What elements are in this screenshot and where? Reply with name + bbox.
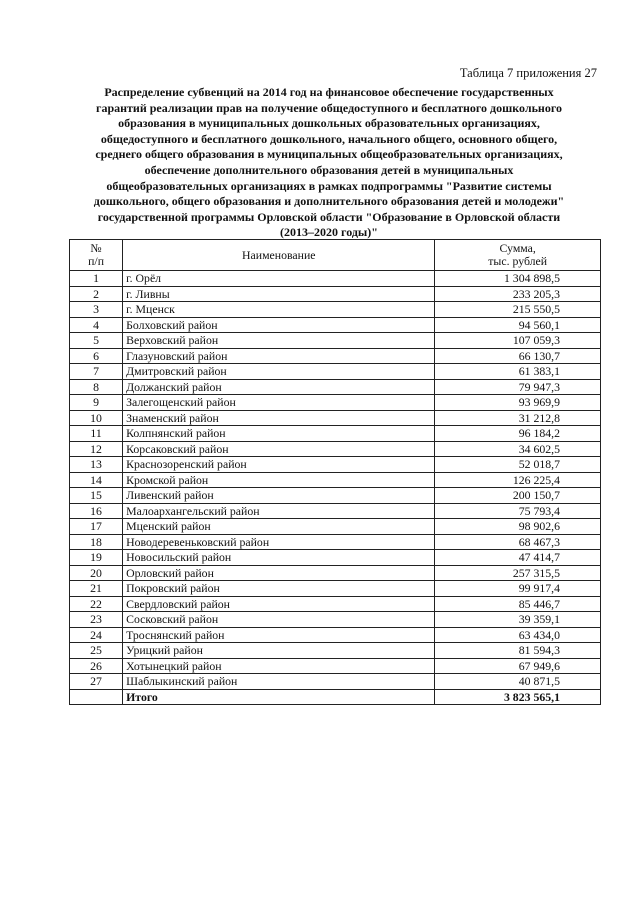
row-number: 20 (70, 565, 123, 581)
row-sum: 40 871,5 (435, 674, 601, 690)
title-line: образования в муниципальных дошкольных образовательных организациях, (118, 116, 540, 131)
row-name: Урицкий район (123, 643, 435, 659)
row-number: 15 (70, 488, 123, 504)
row-sum: 39 359,1 (435, 612, 601, 628)
row-sum: 66 130,7 (435, 348, 601, 364)
row-number: 24 (70, 627, 123, 643)
table-row (70, 302, 601, 318)
row-name: Малоархангельский район (123, 503, 435, 519)
row-name: Хотынецкий район (123, 658, 435, 674)
title-line: общеобразовательных организациях в рамках подпрограммы "Развитие системы (106, 178, 552, 193)
subsidy-table (69, 239, 601, 705)
row-number: 26 (70, 658, 123, 674)
title-line: гарантий реализации прав на получение общедоступного и бесплатного дошкольного (96, 100, 562, 115)
table-row (70, 581, 601, 597)
row-sum: 93 969,9 (435, 395, 601, 411)
row-name: Свердловский район (123, 596, 435, 612)
row-name: Ливенский район (123, 488, 435, 504)
table-header-row (70, 240, 601, 271)
table-row (70, 333, 601, 349)
row-name: Троснянский район (123, 627, 435, 643)
table-row (70, 348, 601, 364)
table-row (70, 426, 601, 442)
title-line: государственной программы Орловской области "Образование в Орловской области (97, 209, 561, 224)
row-name: Болховский район (123, 317, 435, 333)
table-row (70, 379, 601, 395)
row-name: Новосильский район (123, 550, 435, 566)
row-number: 9 (70, 395, 123, 411)
row-sum: 85 446,7 (435, 596, 601, 612)
title-line: Распределение субвенций на 2014 год на финансовое обеспечение государственных (104, 85, 554, 99)
row-sum: 61 383,1 (435, 364, 601, 380)
document-title (70, 85, 588, 241)
table-row (70, 286, 601, 302)
row-number: 27 (70, 674, 123, 690)
title-line: (2013–2020 годы)" (280, 225, 378, 240)
row-name: г. Мценск (123, 302, 435, 318)
table-row (70, 503, 601, 519)
row-sum: 98 902,6 (435, 519, 601, 535)
row-number: 7 (70, 364, 123, 380)
row-name: г. Орёл (123, 271, 435, 287)
row-number (70, 689, 123, 705)
row-number: 5 (70, 333, 123, 349)
row-sum: 233 205,3 (435, 286, 601, 302)
table-row (70, 643, 601, 659)
row-number: 16 (70, 503, 123, 519)
row-number: 10 (70, 410, 123, 426)
row-sum: 94 560,1 (435, 317, 601, 333)
row-number: 25 (70, 643, 123, 659)
header-num-line1: № (90, 241, 102, 255)
row-name: Кромской район (123, 472, 435, 488)
table-body (70, 271, 601, 705)
row-name: Корсаковский район (123, 441, 435, 457)
row-number: 11 (70, 426, 123, 442)
row-name: Глазуновский район (123, 348, 435, 364)
row-sum: 67 949,6 (435, 658, 601, 674)
row-number: 2 (70, 286, 123, 302)
row-sum: 63 434,0 (435, 627, 601, 643)
row-name: Колпнянский район (123, 426, 435, 442)
row-name: Знаменский район (123, 410, 435, 426)
table-caption: Таблица 7 приложения 27 (459, 66, 597, 80)
row-number: 3 (70, 302, 123, 318)
row-sum: 47 414,7 (435, 550, 601, 566)
header-name: Наименование (123, 240, 435, 271)
table-row (70, 410, 601, 426)
row-number: 6 (70, 348, 123, 364)
total-row (70, 689, 601, 705)
header-sum-line2: тыс. рублей (488, 254, 548, 268)
row-number: 8 (70, 379, 123, 395)
row-name: г. Ливны (123, 286, 435, 302)
row-number: 17 (70, 519, 123, 535)
row-number: 12 (70, 441, 123, 457)
row-number: 18 (70, 534, 123, 550)
row-name: Краснозоренский район (123, 457, 435, 473)
header-sum (435, 240, 601, 271)
row-sum: 31 212,8 (435, 410, 601, 426)
row-sum: 96 184,2 (435, 426, 601, 442)
header-sum-line1: Сумма, (499, 241, 536, 255)
row-name: Дмитровский район (123, 364, 435, 380)
table-row (70, 364, 601, 380)
row-sum: 3 823 565,1 (435, 689, 601, 705)
row-name: Итого (123, 689, 435, 705)
row-number: 22 (70, 596, 123, 612)
row-name: Верховский район (123, 333, 435, 349)
table-row (70, 457, 601, 473)
table-row (70, 550, 601, 566)
row-sum: 107 059,3 (435, 333, 601, 349)
row-number: 14 (70, 472, 123, 488)
title-line: дошкольного, общего образования и дополнительного образования детей и молодежи" (93, 194, 565, 209)
table-row (70, 472, 601, 488)
table-row (70, 627, 601, 643)
table-row (70, 658, 601, 674)
table-row (70, 317, 601, 333)
row-number: 19 (70, 550, 123, 566)
row-name: Шаблыкинский район (123, 674, 435, 690)
row-number: 23 (70, 612, 123, 628)
row-sum: 215 550,5 (435, 302, 601, 318)
table-row (70, 534, 601, 550)
title-line: среднего общего образования в муниципальных общеобразовательных организациях, (95, 147, 563, 162)
table-row (70, 271, 601, 287)
table-row (70, 488, 601, 504)
row-sum: 200 150,7 (435, 488, 601, 504)
row-number: 4 (70, 317, 123, 333)
row-number: 1 (70, 271, 123, 287)
row-sum: 126 225,4 (435, 472, 601, 488)
row-sum: 68 467,3 (435, 534, 601, 550)
row-sum: 52 018,7 (435, 457, 601, 473)
table-row (70, 441, 601, 457)
row-sum: 99 917,4 (435, 581, 601, 597)
row-sum: 79 947,3 (435, 379, 601, 395)
row-name: Залегощенский район (123, 395, 435, 411)
title-line: обеспечение дополнительного образования детей в муниципальных (144, 162, 514, 177)
title-line: общедоступного и бесплатного дошкольного, начального общего, основного общего, (100, 131, 558, 146)
table-row (70, 596, 601, 612)
row-sum: 75 793,4 (435, 503, 601, 519)
row-name: Мценский район (123, 519, 435, 535)
row-sum: 81 594,3 (435, 643, 601, 659)
row-name: Новодеревеньковский район (123, 534, 435, 550)
row-name: Покровский район (123, 581, 435, 597)
table-row (70, 674, 601, 690)
header-num-line2: п/п (88, 254, 105, 268)
table-row (70, 565, 601, 581)
header-num (70, 240, 123, 271)
row-number: 21 (70, 581, 123, 597)
table-row (70, 395, 601, 411)
row-sum: 257 315,5 (435, 565, 601, 581)
row-name: Орловский район (123, 565, 435, 581)
row-name: Сосковский район (123, 612, 435, 628)
table-row (70, 612, 601, 628)
row-sum: 1 304 898,5 (435, 271, 601, 287)
table-row (70, 519, 601, 535)
row-sum: 34 602,5 (435, 441, 601, 457)
row-number: 13 (70, 457, 123, 473)
row-name: Должанский район (123, 379, 435, 395)
